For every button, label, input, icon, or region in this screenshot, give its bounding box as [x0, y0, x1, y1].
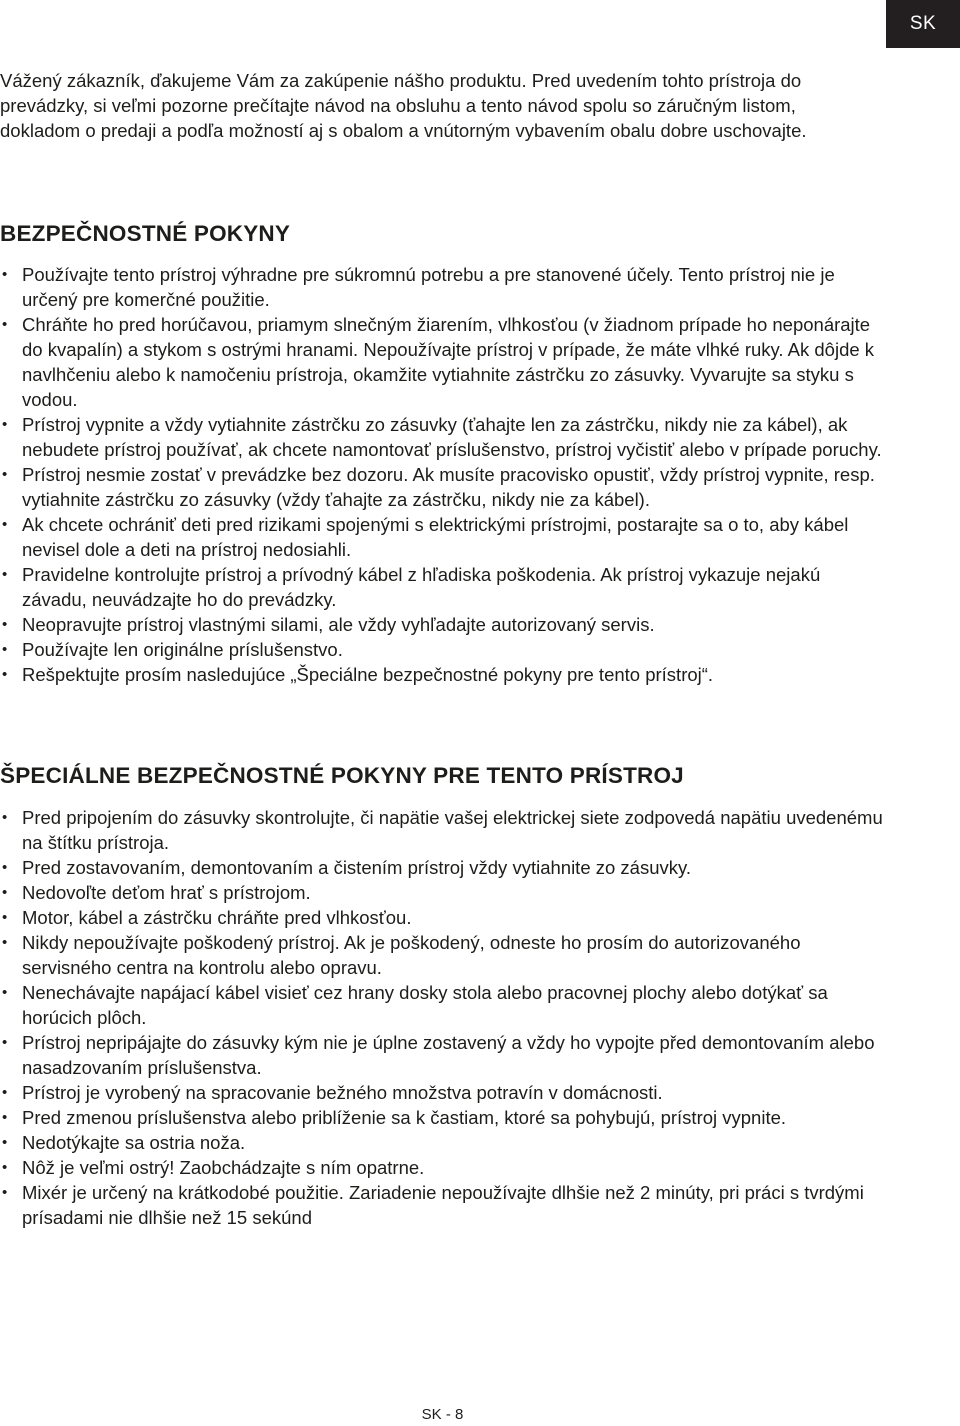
page-number: SK - 8 [421, 1406, 464, 1423]
list-item: • Chráňte ho pred horúčavou, priamym slnečným žiarením, vlhkosťou (v žiadnom prípade ho neponárajte do kvapalín) a stykom s ostrými hranami. Nepoužívajte prístroj v prípade, že máte vlhké ruky. Ak dôjde k navlhčeniu alebo k namočeniu prístroja, okamžite vytiahnite zástrčku zo zásuvky. Vyvarujte sa styku s vodou. [0, 312, 890, 412]
safety-instructions-heading: BEZPEČNOSTNÉ POKYNY [0, 221, 291, 246]
list-item: • Pred zmenou príslušenstva alebo priblíženie sa k častiam, ktoré sa pohybujú, prístroj vypnite. [0, 1105, 890, 1130]
list-item: • Prístroj nesmie zostať v prevádzke bez dozoru. Ak musíte pracovisko opustiť, vždy prístroj vypnite, resp. vytiahnite zástrčku zo zásuvky (vždy ťahajte za zástrčku, nikdy nie za kábel). [0, 462, 890, 512]
language-tab: SK [886, 0, 960, 48]
intro-paragraph: Vážený zákazník, ďakujeme Vám za zakúpenie nášho produktu. Pred uvedením tohto prístroja do prevádzky, si veľmi pozorne prečítajte návod na obsluhu a tento návod spolu so záručným listom, dokladom o predaji a podľa možností aj s obalom a vnútorným vybavením obalu dobre uschovajte. [0, 70, 807, 141]
list-item: • Prístroj vypnite a vždy vytiahnite zástrčku zo zásuvky (ťahajte len za zástrčku, nikdy nie za kábel), ak nebudete prístroj používať, ak chcete namontovať príslušenstvo, prístroj vyčistiť alebo v prípade poruchy. [0, 412, 890, 462]
list-item: • Pred zostavovaním, demontovaním a čistením prístroj vždy vytiahnite zo zásuvky. [0, 855, 890, 880]
special-safety-instructions-list [0, 805, 890, 1230]
list-item: • Nôž je veľmi ostrý! Zaobchádzajte s ním opatrne. [0, 1155, 890, 1180]
list-item: • Používajte tento prístroj výhradne pre súkromnú potrebu a pre stanovené účely. Tento prístroj nie je určený pre komerčné použitie. [0, 262, 890, 312]
list-item: • Nikdy nepoužívajte poškodený prístroj. Ak je poškodený, odneste ho prosím do autorizovaného servisného centra na kontrolu alebo opravu. [0, 930, 890, 980]
special-safety-instructions-heading: ŠPECIÁLNE BEZPEČNOSTNÉ POKYNY PRE TENTO PRÍSTROJ [0, 763, 684, 788]
list-item: • Motor, kábel a zástrčku chráňte pred vlhkosťou. [0, 905, 890, 930]
list-item: • Pravidelne kontrolujte prístroj a prívodný kábel z hľadiska poškodenia. Ak prístroj vykazuje nejakú závadu, neuvádzajte ho do prevádzky. [0, 562, 890, 612]
list-item: • Rešpektujte prosím nasledujúce „Špeciálne bezpečnostné pokyny pre tento prístroj“. [0, 662, 890, 687]
safety-instructions-list [0, 262, 890, 687]
list-item: • Nedovoľte deťom hrať s prístrojom. [0, 880, 890, 905]
list-item: • Pred pripojením do zásuvky skontrolujte, či napätie vašej elektrickej siete zodpovedá napätiu uvedenému na štítku prístroja. [0, 805, 890, 855]
list-item: • Mixér je určený na krátkodobé použitie. Zariadenie nepoužívajte dlhšie než 2 minúty, pri práci s tvrdými prísadami nie dlhšie než 15 sekúnd [0, 1180, 890, 1230]
list-item: • Nedotýkajte sa ostria noža. [0, 1130, 890, 1155]
list-item: • Prístroj je vyrobený na spracovanie bežného množstva potravín v domácnosti. [0, 1080, 890, 1105]
list-item: • Nenechávajte napájací kábel visieť cez hrany dosky stola alebo pracovnej plochy alebo dotýkať sa horúcich plôch. [0, 980, 890, 1030]
list-item: • Ak chcete ochrániť deti pred rizikami spojenými s elektrickými prístrojmi, postarajte sa o to, aby kábel nevisel dole a deti na prístroj nedosiahli. [0, 512, 890, 562]
list-item: • Používajte len originálne príslušenstvo. [0, 637, 890, 662]
list-item: • Neopravujte prístroj vlastnými silami, ale vždy vyhľadajte autorizovaný servis. [0, 612, 890, 637]
list-item: • Prístroj nepripájajte do zásuvky kým nie je úplne zostavený a vždy ho vypojte před demontovaním alebo nasadzovaním príslušenstva. [0, 1030, 890, 1080]
